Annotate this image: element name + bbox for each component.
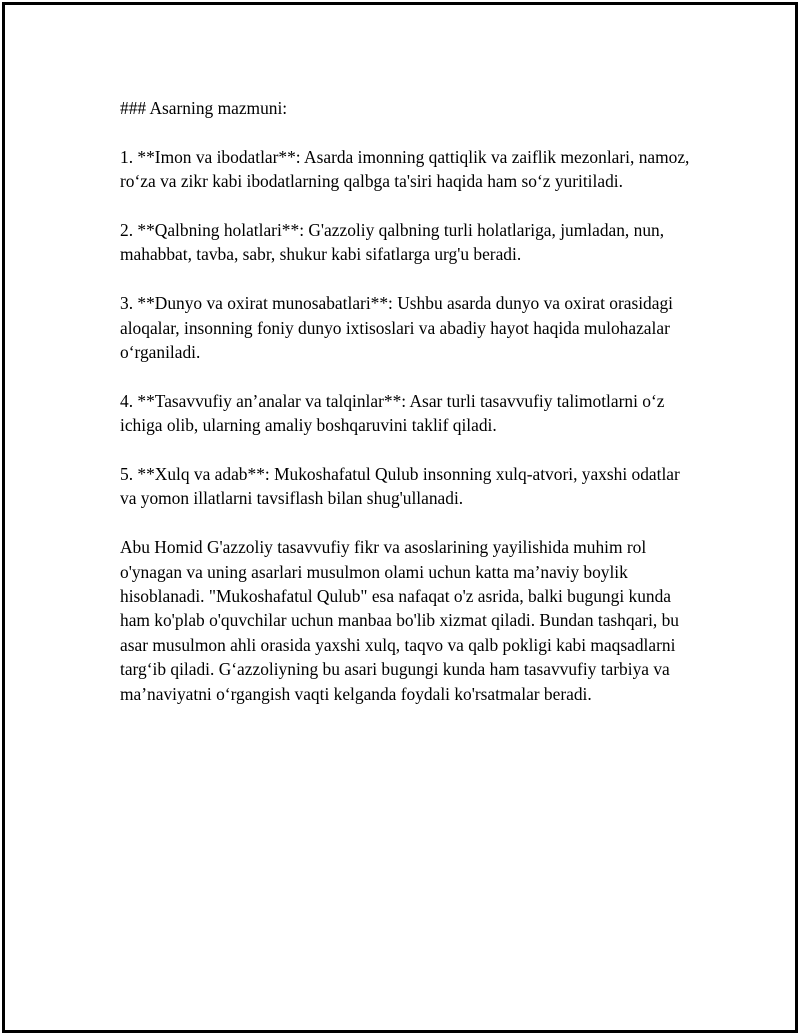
list-item-tasavvufiy-an-analar: 4. **Tasavvufiy an’analar va talqinlar**: Asar turli tasavvufiy talimotlarni o‘z ichiga olib, ularning amaliy boshqaruvini taklif qiladi. xyxy=(120,390,665,436)
page-frame xyxy=(2,2,798,1033)
document-body xyxy=(120,96,690,730)
list-item-dunyo-va-oxirat: 3. **Dunyo va oxirat munosabatlari**: Ushbu asarda dunyo va oxirat orasidagi aloqalar, insonning foniy dunyo ixtisoslari va abadiy hayot haqida mulohazalar o‘rganiladi. xyxy=(120,293,673,363)
list-item-qalbning-holatlari: 2. **Qalbning holatlari**: G'azzoliy qalbning turli holatlariga, jumladan, nun, mahabbat, tavba, sabr, shukur kabi sifatlarga urg'u beradi. xyxy=(120,220,665,265)
list-item-imon-va-ibodatlar: 1. **Imon va ibodatlar**: Asarda imonning qattiqlik va zaiflik mezonlari, namoz, ro‘za va zikr kabi ibodatlarning qalbga ta'siri haqida ham so‘z yuritiladi. xyxy=(120,146,690,192)
conclusion-paragraph: Abu Homid G'azzoliy tasavvufiy fikr va asoslarining yayilishida muhim rol o'ynagan va uning asarlari musulmon olami uchun katta ma’naviy boylik hisoblanadi. "Mukoshafatul Qulub" esa nafaqat o'z asrida, balki bugungi kunda ham ko'plab o'quvchilar uchun manbaa bo'lib xizmat qiladi. Bundan tashqari, bu asar musulmon ahli orasida yaxshi xulq, taqvo va qalb pokligi kabi maqsadlarni targ‘ib qiladi. G‘azzoliyning bu asari bugungi kunda ham tasavvufiy tarbiya va ma’naviyatni o‘rgangish vaqti kelganda foydali ko'rsatmalar beradi. xyxy=(120,537,680,704)
section-heading: ### Asarning mazmuni: xyxy=(120,98,288,118)
list-item-xulq-va-adab: 5. **Xulq va adab**: Mukoshafatul Qulub insonning xulq-atvori, yaxshi odatlar va yomon illatlarni tavsiflash bilan shug'ullanadi. xyxy=(120,464,680,509)
